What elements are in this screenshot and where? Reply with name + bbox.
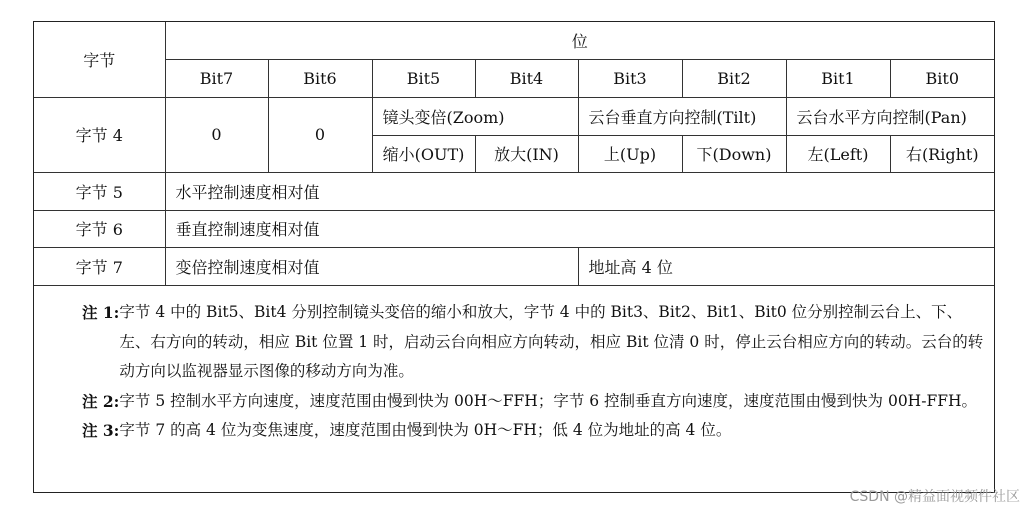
note-1 (82, 298, 988, 387)
note-2-label: 注 2: (82, 391, 120, 411)
header-bit7: Bit7 (165, 59, 268, 97)
byte4-left: 左(Left) (786, 135, 890, 172)
note-1-label: 注 1: (82, 303, 120, 322)
header-bit-group: 位 (165, 22, 994, 59)
header-bit5: Bit5 (372, 59, 475, 97)
byte4-zoom: 镜头变倍(Zoom) (372, 97, 578, 135)
note-2 (82, 387, 988, 417)
watermark: CSDN @精益面视频件社区 (849, 489, 1020, 505)
byte5-label: 字节 5 (34, 172, 165, 210)
header-byte: 字节 (34, 22, 165, 97)
byte4-bit7: 0 (165, 97, 268, 172)
header-bit4: Bit4 (475, 59, 578, 97)
header-bit0: Bit0 (890, 59, 994, 97)
note-1-text: 字节 4 中的 Bit5、Bit4 分别控制镜头变倍的缩小和放大，字节 4 中的 Bit3、Bit2、Bit1、Bit0 位分别控制云台上、下、左、右方向的转动，相应 Bit 位置 1 时，启动云台向相应方向转动，相应 Bit 位清 0 时，停止云台相应方向的转动。云台的转动方向以监视器显示图像的移动方向为准。 (119, 303, 984, 380)
byte4-down: 下(Down) (682, 135, 786, 172)
header-bit6: Bit6 (268, 59, 372, 97)
note-3-text: 字节 7 的高 4 位为变焦速度，速度范围由慢到快为 0H～FH；低 4 位为地址的高 4 位。 (119, 421, 732, 439)
byte4-in: 放大(IN) (475, 135, 578, 172)
header-bit3: Bit3 (578, 59, 682, 97)
spec-document (33, 21, 995, 493)
byte7-label: 字节 7 (34, 247, 165, 285)
byte4-right: 右(Right) (890, 135, 994, 172)
byte5-value: 水平控制速度相对值 (165, 172, 994, 210)
byte4-pan: 云台水平方向控制(Pan) (786, 97, 994, 135)
byte4-out: 缩小(OUT) (372, 135, 475, 172)
byte4-bit6: 0 (268, 97, 372, 172)
byte-bit-table (34, 22, 994, 286)
note-3 (82, 416, 988, 446)
byte6-label: 字节 6 (34, 210, 165, 247)
note-3-label: 注 3: (82, 421, 120, 440)
header-bit2: Bit2 (682, 59, 786, 97)
byte4-up: 上(Up) (578, 135, 682, 172)
header-bit1: Bit1 (786, 59, 890, 97)
byte7-address-high: 地址高 4 位 (578, 247, 994, 285)
notes-section (82, 298, 988, 446)
note-2-text: 字节 5 控制水平方向速度，速度范围由慢到快为 00H～FFH；字节 6 控制垂直方向速度，速度范围由慢到快为 00H-FFH。 (119, 391, 977, 410)
byte6-value: 垂直控制速度相对值 (165, 210, 994, 247)
byte4-label: 字节 4 (34, 97, 165, 172)
byte7-value: 变倍控制速度相对值 (165, 247, 578, 285)
byte4-tilt: 云台垂直方向控制(Tilt) (578, 97, 786, 135)
